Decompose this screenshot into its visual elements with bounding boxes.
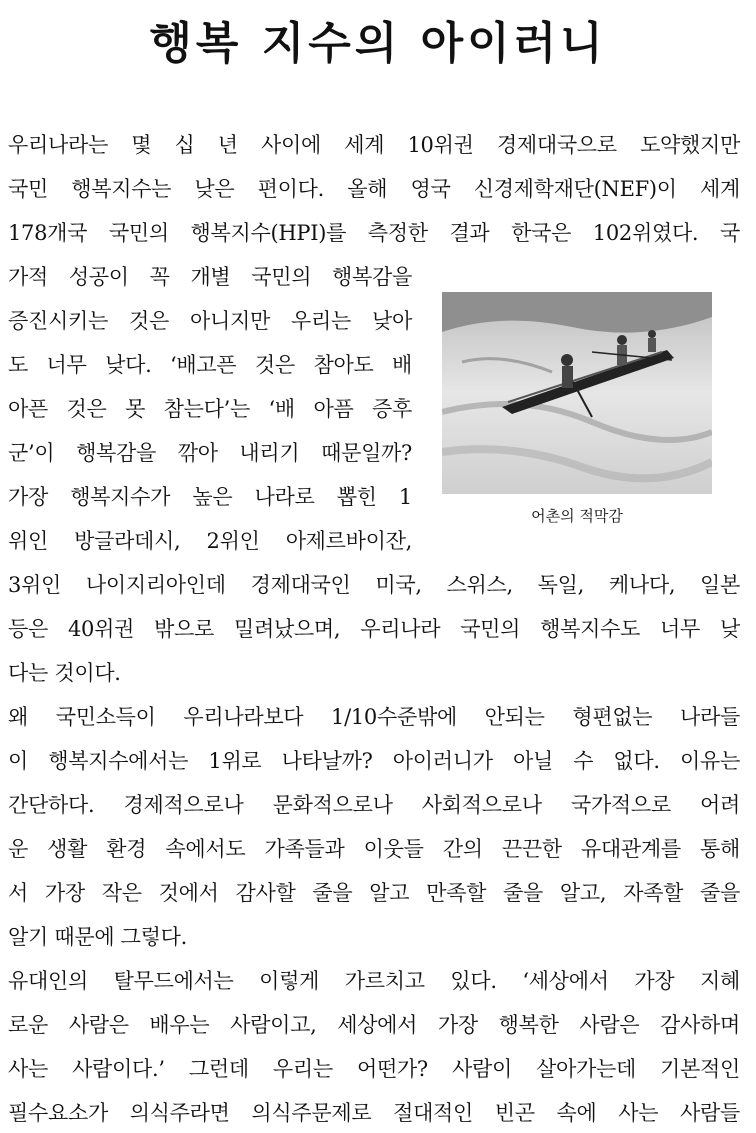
photo-caption: 어촌의 적막감 (531, 507, 623, 525)
photo-illustration (442, 292, 712, 494)
body-line: 왜 국민소득이 우리나라보다 1/10수준밖에 안되는 형편없는 나라들 (8, 705, 740, 729)
body-line: 증진시키는 것은 아니지만 우리는 낮아 (8, 309, 412, 333)
body-line: 위인 방글라데시, 2위인 아제르바이잔, (8, 529, 412, 553)
body-line: 알기 때문에 그렇다. (8, 925, 188, 949)
body-line: 등은 40위권 밖으로 밀려났으며, 우리나라 국민의 행복지수도 너무 낮 (8, 617, 740, 641)
body-line: 로운 사람은 배우는 사람이고, 세상에서 가장 행복한 사람은 감사하며 (8, 1013, 740, 1037)
fishing-boat-photo (442, 292, 712, 494)
body-line: 사는 사람이다.’ 그런데 우리는 어떤가? 사람이 살아가는데 기본적인 (8, 1057, 740, 1081)
body-line: 178개국 국민의 행복지수(HPI)를 측정한 결과 한국은 102위였다. 국 (8, 221, 740, 245)
body-line: 다는 것이다. (8, 661, 121, 685)
body-line: 간단하다. 경제적으로나 문화적으로나 사회적으로나 국가적으로 어려 (8, 793, 740, 817)
body-line: 운 생활 환경 속에서도 가족들과 이웃들 간의 끈끈한 유대관계를 통해 (8, 837, 740, 861)
body-line: 3위인 나이지리아인데 경제대국인 미국, 스위스, 독일, 케나다, 일본 (8, 573, 740, 597)
body-line: 이 행복지수에서는 1위로 나타날까? 아이러니가 아닐 수 없다. 이유는 (8, 749, 740, 773)
body-line: 국민 행복지수는 낮은 편이다. 올해 영국 신경제학재단(NEF)이 세계 (8, 177, 740, 201)
body-line: 아픈 것은 못 참는다’는 ‘배 아픔 증후 (8, 397, 412, 421)
body-line: 우리나라는 몇 십 년 사이에 세계 10위권 경제대국으로 도약했지만 (8, 133, 740, 157)
page-title: 행복 지수의 아이러니 (149, 18, 607, 69)
body-line: 가장 행복지수가 높은 나라로 뽑힌 1 (8, 485, 412, 509)
body-line: 군’이 행복감을 깎아 내리기 때문일까? (8, 441, 412, 465)
body-line: 도 너무 낮다. ‘배고픈 것은 참아도 배 (8, 353, 412, 377)
body-line: 필수요소가 의식주라면 의식주문제로 절대적인 빈곤 속에 사는 사람들 (8, 1101, 740, 1125)
body-line: 서 가장 작은 것에서 감사할 줄을 알고 만족할 줄을 알고, 자족할 줄을 (8, 881, 740, 905)
body-line: 유대인의 탈무드에서는 이렇게 가르치고 있다. ‘세상에서 가장 지혜 (8, 969, 740, 993)
body-line: 가적 성공이 꼭 개별 국민의 행복감을 (8, 265, 412, 289)
